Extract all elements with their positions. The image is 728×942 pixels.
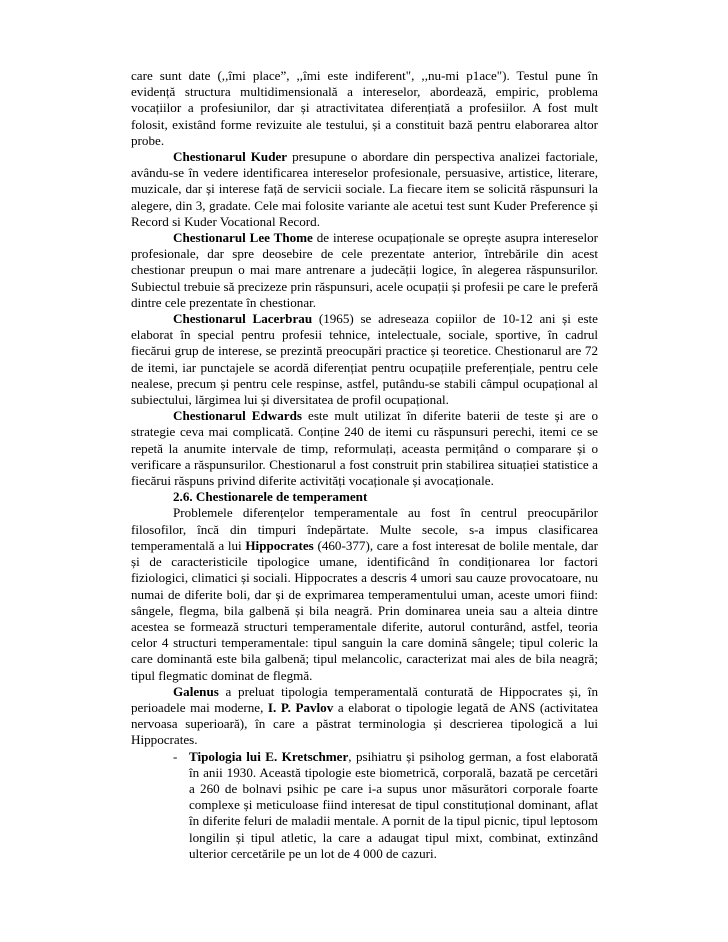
list-item-title: Tipologia lui E. Kretschmer xyxy=(189,748,349,764)
paragraph-lacerbrau xyxy=(131,311,598,408)
paragraph-galenus xyxy=(131,684,598,749)
list-item-kretschmer xyxy=(131,749,598,862)
document-page xyxy=(131,68,598,862)
paragraph-text: a elaborat o tipologie legată de ANS (activitatea nervoasa superioară), în care a păstrat terminologia și descrierea tipologică a lui Hippocrates. xyxy=(131,699,599,748)
paragraph-kuder xyxy=(131,149,598,230)
paragraph-text: (460-377), care a fost interesat de bolile mentale, dar și de caracteristicile tipologice umane, identificând în condiționarea lor factori fiziologici, climatici și sociali. Hippocrates a descris 4 umori sau cauze provocatoare, nu numai de diferite boli, dar și de exprimarea temperamentului uman, aceste umori fiind: sângele, flegma, bila galbenă și bila neagră. Prin dominarea uneia sau a alteia dintre acestea se formează structuri temperamentale diferite, autorul conturând, astfel, teoria celor 4 structuri temperamentale: tipul sanguin la care domină sângele; tipul coleric la care dominantă este bila galbenă; tipul melancolic, caracterizat mai ales de bila neagră; tipul flegmatic dominat de flegmă. xyxy=(131,537,598,683)
paragraph-text: (1965) se adreseaza copiilor de 10-12 ani și este elaborat în special pentru profesii tehnice, intelectuale, sociale, sportive, în cadrul fiecărui grup de interese, se prezintă preocupări practice și teoretice. Chestionarul are 72 de itemi, iar punctajele se acordă diferențiat pentru ocupațiile preferențiale, pentru cele nealese, precum și pentru cele respinse, astfel, putându-se stabili câmpul ocupațional al subiectului, lărgimea lui și diversitatea de profil ocupațional. xyxy=(131,311,598,408)
paragraph-text: de interese ocupaționale se oprește asupra intereselor profesionale, dar spre deosebire de cele prezentate anterior, întrebările din acest chestionar preupun o mai mare antrenare a judecății logice, în alegerea răspunsurilor. Subiectul trebuie să precizeze prin răspunsuri, acele ocupații și profesii pe care le preferă dintre cele prezentate în chestionar. xyxy=(131,230,599,310)
paragraph-bold-term: I. P. Pavlov xyxy=(267,699,334,715)
paragraph-lee-thome xyxy=(131,230,598,311)
paragraph-holland-continuation xyxy=(131,68,598,149)
paragraph-lead-term: Chestionarul Edwards xyxy=(173,408,302,424)
paragraph-bold-term: Galenus xyxy=(173,683,219,699)
paragraph-text: a preluat tipologia temperamentală conturată de Hippocrates și, în perioadele mai moderne, xyxy=(131,683,598,715)
paragraph-lead-term: Chestionarul Lacerbrau xyxy=(173,311,313,327)
paragraph-bold-term: Hippocrates xyxy=(245,537,314,553)
typology-list xyxy=(131,749,598,862)
paragraph-lead-term: Chestionarul Kuder xyxy=(173,149,288,165)
paragraph-lead-term: Chestionarul Lee Thome xyxy=(173,230,313,246)
list-dash: - xyxy=(173,748,178,764)
paragraph-text: care sunt date (,,îmi place”, ,,îmi este indiferent", ,,nu-mi p1ace"). Testul pune în evidență structura multidimensională a intereselor, abordează, empiric, problema vocațiilor a profesiunilor, dar și atractivitatea diferențiată a profesiilor. A fost mult folosit, existând forme revizuite ale testului, și a constituit bază pentru elaborarea altor probe. xyxy=(131,68,598,148)
paragraph-text: este mult utilizat în diferite baterii de teste și are o strategie ceva mai complicată. Conține 240 de itemi cu răspunsuri perechi, itemi ce se repetă la anumite intervale de timp, reformulați, aceasta permițând o comparare și o verificare a răspunsurilor. Chestionarul a fost construit prin stabilirea situației statistice a fiecărui răspuns privind diferite activități vocaționale și avocaționale. xyxy=(131,408,598,489)
paragraph-text: presupune o abordare din perspectiva analizei factoriale, avându-se în vedere identificarea intereselor profesionale, persuasive, artistice, literare, muzicale, dar și interese față de servicii sociale. La fiecare item se solicită răspunsuri la alegere, din 3, gradate. Cele mai folosite variante ale acetui test sunt Kuder Preference și Record si Kuder Vocational Record. xyxy=(131,149,598,229)
list-item-text: , psihiatru și psiholog german, a fost elaborată în anii 1930. Această tipologie este biometrică, corporală, bazată pe cercetări a 260 de bolnavi psihic pe care i-a supus unor măsurători corporale foarte complexe și meticuloase fiind interesat de tipul constituțional dominant, aflat în diferite feluri de maladii mentale. A pornit de la tipul picnic, tipul leptosom longilin și tipul atletic, la care a adaugat tipul mixt, combinat, extinzând ulterior cercetările pe un lot de 4 000 de cazuri. xyxy=(189,748,598,861)
paragraph-hippocrates xyxy=(131,505,598,683)
paragraph-text: Problemele diferențelor temperamentale au fost în centrul preocupărilor filosofilor, încă din timpuri îndepărtate. Multe secole, s-a impus clasificarea temperamentală a lui xyxy=(131,505,598,553)
paragraph-edwards xyxy=(131,408,598,489)
section-heading: 2.6. Chestionarele de temperament xyxy=(173,489,368,505)
